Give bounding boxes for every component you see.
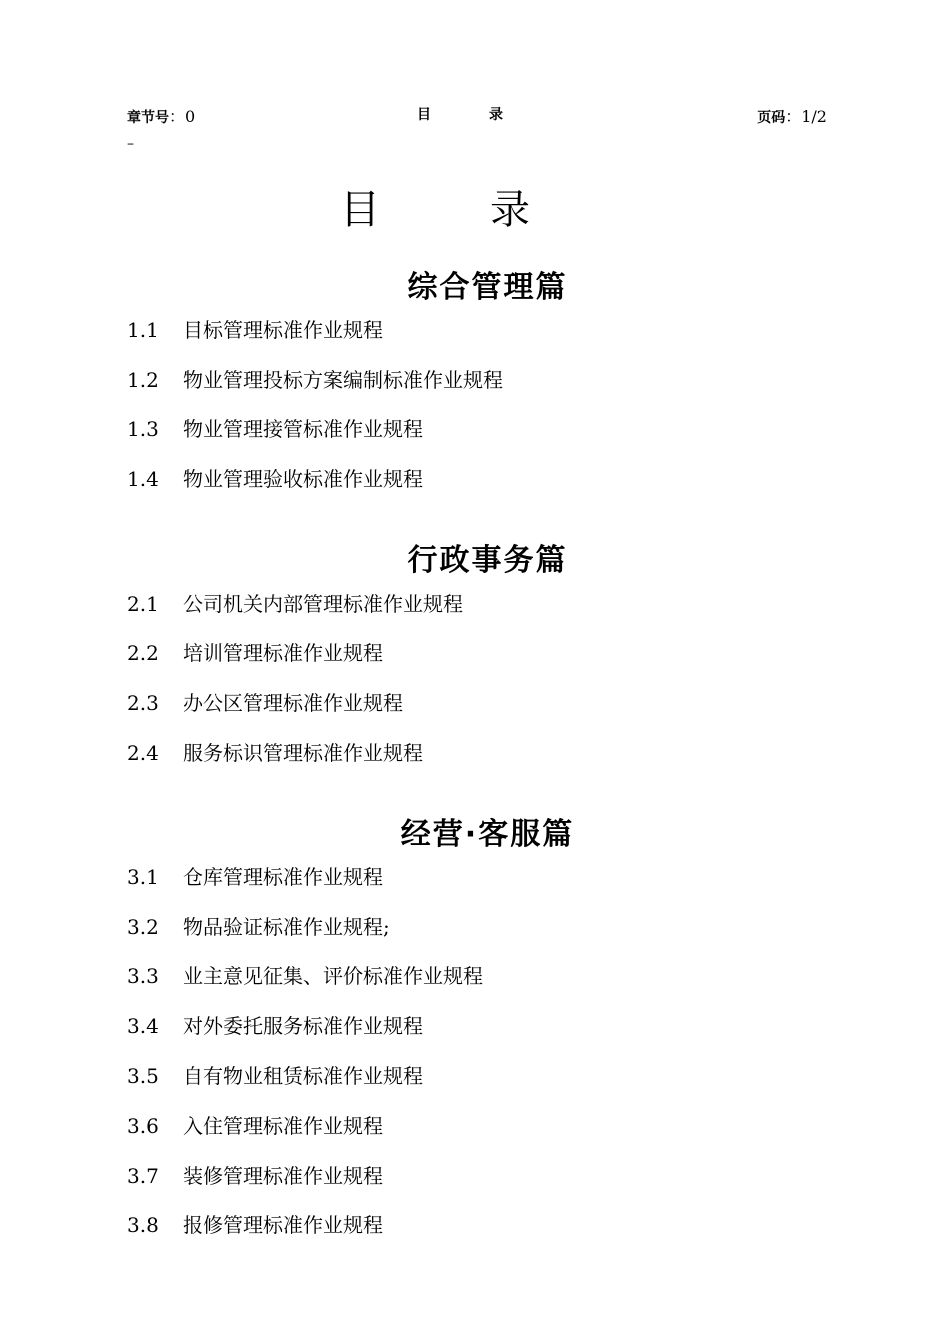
toc-item-number: 3.4 [127,1014,159,1038]
toc-item-text: 装修管理标准作业规程 [183,1164,383,1188]
toc-item-number: 1.2 [127,368,159,392]
toc-item[interactable] [127,637,383,666]
toc-item-number: 3.3 [127,964,159,988]
chapter-number [127,104,195,127]
toc-item-number: 3.6 [127,1114,159,1138]
toc-item-text: 服务标识管理标准作业规程 [183,741,423,765]
toc-item-text: 公司机关内部管理标准作业规程 [183,592,463,616]
toc-item-number: 3.1 [127,865,159,889]
toc-item-number: 2.3 [127,691,159,715]
section-title-1: 综合管理篇 [407,270,568,305]
toc-item-number: 3.5 [127,1064,159,1088]
document-title: 目录 [340,187,640,233]
toc-item-text: 物业管理投标方案编制标准作业规程 [183,368,503,392]
header-mark: – [127,136,134,152]
section-title-2: 行政事务篇 [407,543,568,578]
toc-item-number: 1.1 [127,318,159,342]
toc-item-text: 对外委托服务标准作业规程 [183,1014,423,1038]
page-value: ：1/2 [785,107,827,126]
toc-item-number: 1.3 [127,417,159,441]
toc-item-text: 仓库管理标准作业规程 [183,865,383,889]
toc-item[interactable] [127,1160,383,1189]
toc-item[interactable] [127,737,423,766]
toc-item[interactable] [127,314,383,343]
page-header [127,104,827,128]
toc-item[interactable] [127,960,483,989]
toc-item[interactable] [127,1110,383,1139]
toc-item[interactable] [127,1010,423,1039]
toc-item-number: 3.8 [127,1213,159,1237]
toc-item[interactable] [127,588,463,617]
toc-item-text: 物品验证标准作业规程; [183,915,390,939]
toc-item-number: 2.4 [127,741,159,765]
toc-item-text: 物业管理接管标准作业规程 [183,417,423,441]
toc-item-text: 报修管理标准作业规程 [183,1213,383,1237]
toc-item[interactable] [127,861,383,890]
page-label: 页码 [757,110,786,126]
toc-item-text: 业主意见征集、评价标准作业规程 [183,964,483,988]
toc-item-number: 2.2 [127,641,159,665]
toc-item-text: 物业管理验收标准作业规程 [183,467,423,491]
toc-item[interactable] [127,1060,423,1089]
section-title-3: 经营·客服篇 [400,817,575,852]
chapter-value: ：0 [169,107,196,126]
toc-item-text: 办公区管理标准作业规程 [183,691,403,715]
toc-item[interactable] [127,463,423,492]
toc-item[interactable] [127,1209,383,1238]
toc-item-number: 1.4 [127,467,159,491]
toc-item-number: 3.2 [127,915,159,939]
chapter-label: 章节号 [127,110,169,126]
header-title: 目录 [417,107,561,123]
toc-item-text: 培训管理标准作业规程 [183,641,383,665]
toc-item[interactable] [127,687,403,716]
toc-item[interactable] [127,364,503,393]
toc-item-number: 2.1 [127,592,159,616]
toc-item-text: 入住管理标准作业规程 [183,1114,383,1138]
page-number [757,104,827,127]
toc-item-text: 目标管理标准作业规程 [183,318,383,342]
toc-item-text: 自有物业租赁标准作业规程 [183,1064,423,1088]
toc-item[interactable] [127,911,390,940]
toc-item-number: 3.7 [127,1164,159,1188]
toc-item[interactable] [127,413,423,442]
